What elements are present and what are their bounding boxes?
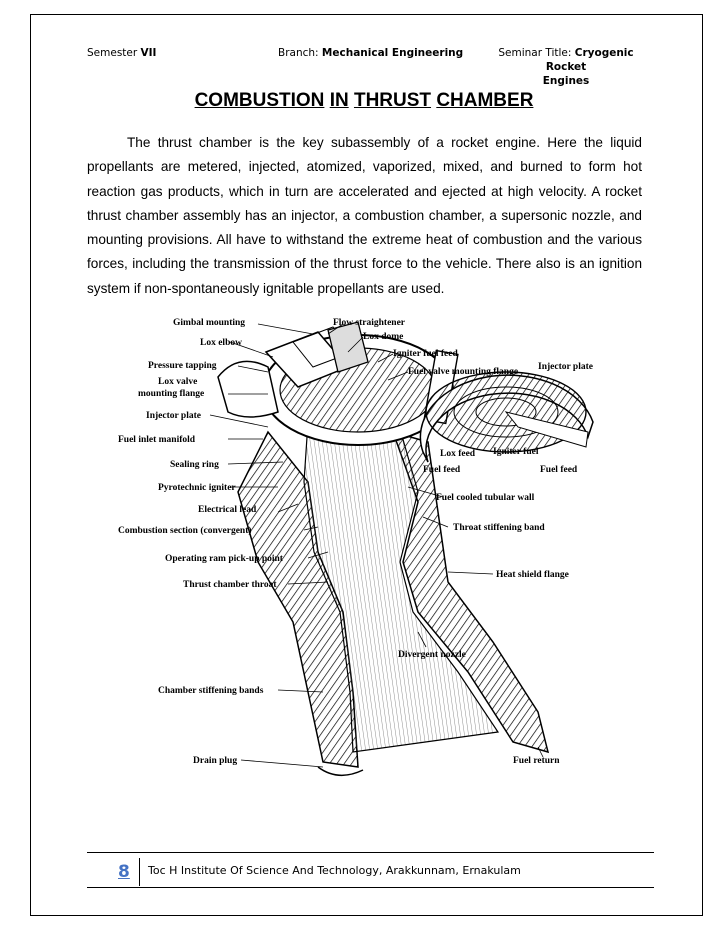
label-lox-dome: Lox dome [363,332,404,342]
page-number: 8 [118,862,130,882]
header-semester: Semester VII [87,47,157,59]
label-fuel-feed-2: Fuel feed [540,465,578,475]
label-flow-straightener: Flow straightener [333,318,406,328]
label-fuel-inlet-manifold: Fuel inlet manifold [118,435,196,445]
label-pyrotechnic-igniter: Pyrotechnic igniter [158,483,236,493]
body-paragraph: The thrust chamber is the key subassembly of a rocket engine. Here the liquid propellants are metered, injected, atomized, vaporized, mixed, and burned to form hot reaction gas products, which in turn are accelerated and ejected at high velocity. A rocket thrust chamber assembly has an injector, a combustion chamber, a supersonic nozzle, and mounting provisions. All have to withstand the extreme heat of combustion and the various forces, including the transmission of the thrust force to the vehicle. There also is an ignition system if non-spontaneously ignitable propellants are used. [87,135,642,296]
header-seminar-title: Seminar Title: Cryogenic Rocket Engines [498,47,634,87]
label-igniter-fuel: Igniter fuel [493,447,539,457]
label-fuel-cooled-wall: Fuel cooled tubular wall [436,493,535,503]
footer-separator [139,858,140,886]
footer-bottom-rule [87,887,654,888]
footer-top-rule [87,852,654,853]
thrust-chamber-diagram [118,312,608,782]
label-pressure-tapping: Pressure tapping [148,361,217,371]
label-sealing-ring: Sealing ring [170,460,219,470]
label-fuel-feed-1: Fuel feed [423,465,461,475]
label-heat-shield-flange: Heat shield flange [496,570,569,580]
label-injector-plate-right: Injector plate [538,362,593,372]
label-thrust-chamber-throat: Thrust chamber throat [183,580,277,590]
label-lox-elbow: Lox elbow [200,338,242,348]
label-lox-valve-flange: mounting flange [138,389,205,399]
label-lox-valve: Lox valve [158,377,198,387]
thrust-chamber-drawing [218,322,593,775]
label-drain-plug: Drain plug [193,756,238,766]
label-fuel-valve-flange: Fuel valve mounting flange [408,367,519,377]
label-chamber-stiffening-bands: Chamber stiffening bands [158,686,264,696]
label-igniter-fuel-feed: Igniter fuel feed [393,349,458,359]
label-electrical-lead: Electrical lead [198,505,257,515]
label-gimbal-mounting: Gimbal mounting [173,318,246,328]
label-injector-plate-left: Injector plate [146,411,201,421]
label-combustion-section: Combustion section (convergent) [118,526,252,536]
label-lox-feed: Lox feed [440,449,476,459]
label-divergent-nozzle: Divergent nozzle [398,650,466,660]
label-operating-ram: Operating ram pick-up point [165,554,283,564]
label-fuel-return: Fuel return [513,756,560,766]
label-throat-stiffening-band: Throat stiffening band [453,523,545,533]
header-branch: Branch: Mechanical Engineering [278,47,464,59]
footer-institution: Toc H Institute Of Science And Technology, Arakkunnam, Ernakulam [148,864,521,877]
page-title: COMBUSTION IN THRUST CHAMBER [194,90,534,111]
